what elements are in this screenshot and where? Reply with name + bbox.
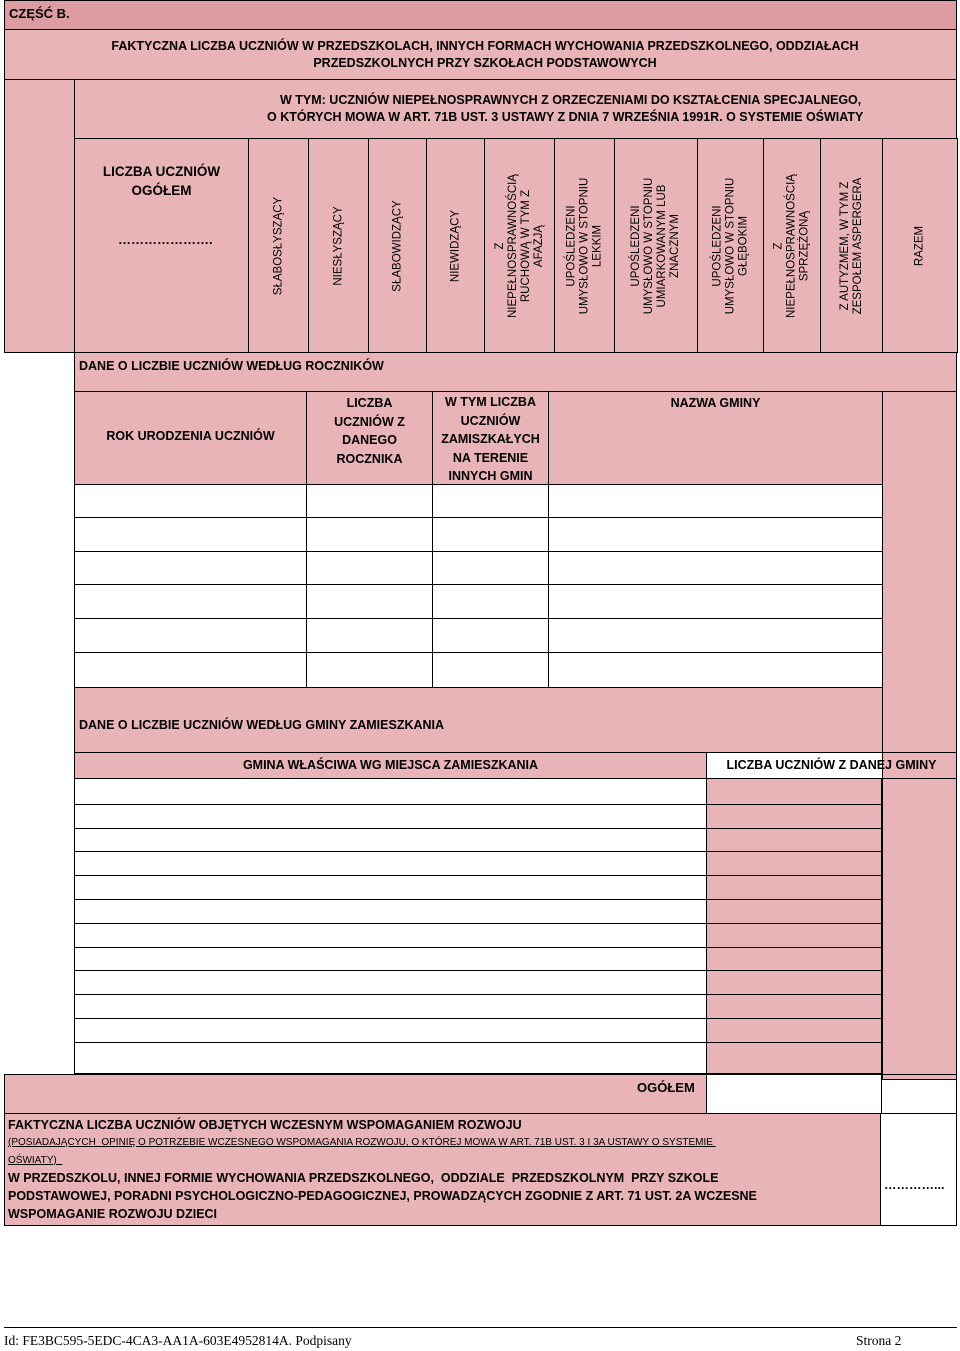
column-header-text: Z AUTYZMEM, W TYM Z ZESPOŁEM ASPERGERA xyxy=(838,177,864,314)
total-row-value xyxy=(706,1074,882,1114)
commune-section-bar xyxy=(74,687,883,753)
commune-name-header xyxy=(548,391,883,485)
year-row-divider xyxy=(74,618,883,619)
footer-id: Id: FE3BC595-5EDC-4CA3-AA1A-603E4952814A. Podpisany xyxy=(4,1333,352,1348)
birth-year-label: ROK URODZENIA UCZNIÓW xyxy=(106,429,275,443)
column-header-text: NIEWIDZĄCY xyxy=(449,209,461,282)
column-header-11 xyxy=(882,138,958,353)
column-header-text: Z NIEPEŁNOSPRAWNOŚCIĄ SPRZĘŻONĄ xyxy=(772,173,811,318)
years-right-strip xyxy=(882,391,957,1080)
section-label: CZĘŚĆ B. xyxy=(9,6,70,21)
subtitle-line-1: W TYM: UCZNIÓW NIEPEŁNOSPRAWNYCH Z ORZECZENIAMI DO KSZTAŁCENIA SPECJALNEGO, xyxy=(280,93,862,107)
commune-row-divider xyxy=(74,1042,882,1043)
year-row-divider xyxy=(74,551,883,552)
main-title: FAKTYCZNA LICZBA UCZNIÓW W PRZEDSZKOLACH, INNYCH FORMACH WYCHOWANIA PRZEDSZKOLNEGO, ODDZIAŁACH PRZEDSZKOLNYCH PRZY SZKOŁACH PODSTAWOWYCH xyxy=(111,39,859,70)
commune-row-divider xyxy=(74,851,882,852)
column-header-6 xyxy=(554,138,615,353)
commune-name-label: NAZWA GMINY xyxy=(670,396,761,410)
early-support-body-3: WSPOMAGANIE ROZWOJU DZIECI xyxy=(8,1207,218,1221)
total-row-left xyxy=(4,1074,707,1114)
count-header xyxy=(306,391,433,485)
total-header-dots: …………………. xyxy=(118,232,213,247)
column-header-1 xyxy=(248,138,309,353)
early-support-title: FAKTYCZNA LICZBA UCZNIÓW OBJĘTYCH WCZESNYM WSPOMAGANIEM ROZWOJU xyxy=(8,1118,522,1132)
commune-row-divider xyxy=(74,875,882,876)
count-header-text: LICZBA UCZNIÓW Z DANEGO ROCZNIKA xyxy=(334,396,405,466)
column-header-9 xyxy=(763,138,821,353)
section-bar xyxy=(4,0,957,30)
year-column-divider xyxy=(548,485,549,688)
years-section-title: DANE O LICZBIE UCZNIÓW WEDŁUG ROCZNIKÓW xyxy=(79,359,384,373)
column-header-2 xyxy=(308,138,369,353)
subtitle-line-2: O KTÓRYCH MOWA W ART. 71B UST. 3 USTAWY Z DNIA 7 WRZEŚNIA 1991R. O SYSTEMIE OŚWIATY xyxy=(267,110,864,124)
total-header-line-1: LICZBA UCZNIÓW xyxy=(102,164,221,179)
commune-row-divider xyxy=(74,804,882,805)
column-header-text: Z NIEPEŁNOSPRAWNOŚCIĄ RUCHOWĄ W TYM Z AFAZJĄ xyxy=(493,173,545,318)
early-support-body-1: W PRZEDSZKOLU, INNEJ FORMIE WYCHOWANIA PRZEDSZKOLNEGO, ODDZIALE PRZEDSZKOLNYM PRZY SZKOLE xyxy=(8,1171,719,1185)
footer-page-number: Strona 2 xyxy=(856,1333,902,1348)
year-row-divider xyxy=(74,584,883,585)
year-column-divider xyxy=(432,485,433,688)
column-header-text: UPOŚLEDZENI UMYSŁOWO W STOPNIU LEKKIM xyxy=(565,177,603,314)
other-communes-text: W TYM LICZBA UCZNIÓW ZAMISZKAŁYCH NA TERENIE INNYCH GMIN xyxy=(441,395,540,483)
footer-divider xyxy=(4,1327,957,1328)
column-header-text: UPOŚLEDZENI UMYSŁOWO W STOPNIU UMIARKOWANYM LUB ZNACZNYM xyxy=(630,177,681,314)
commune-header-right xyxy=(706,752,957,779)
birth-year-header xyxy=(74,391,307,485)
main-title-block xyxy=(4,29,957,80)
column-header-10 xyxy=(820,138,883,353)
column-header-text: RAZEM xyxy=(913,225,926,266)
early-support-body-2: PODSTAWOWEJ, PORADNI PSYCHOLOGICZNO-PEDAGOGICZNEJ, PROWADZĄCYCH ZGODNIE Z ART. 71 UST. 2A WCZESNE xyxy=(8,1189,757,1203)
column-header-8 xyxy=(697,138,764,353)
column-header-3 xyxy=(368,138,427,353)
column-header-7 xyxy=(614,138,698,353)
commune-row-divider xyxy=(74,1018,882,1019)
subtitle-block xyxy=(74,79,957,139)
commune-row-divider xyxy=(74,970,882,971)
commune-row-divider xyxy=(74,899,882,900)
column-header-text: NIESŁYSZĄCY xyxy=(332,205,344,286)
commune-count-label: LICZBA UCZNIÓW Z DANEJ GMINY xyxy=(726,758,937,772)
commune-row-divider xyxy=(74,994,882,995)
column-header-text: SŁABOWIDZĄCY xyxy=(391,199,403,292)
early-support-note-1: (POSIADAJĄCYCH OPINIĘ O POTRZEBIE WCZESNEGO WSPOMAGANIA ROZWOJU, O KTÓREJ MOWA W ART. 71B UST. 3 I 3A USTAWY O SYSTEMIE xyxy=(8,1137,716,1148)
column-header-text: UPOŚLEDZENI UMYSŁOWO W STOPNIU GŁĘBOKIM xyxy=(711,177,749,314)
early-support-note-2: OŚWIATY) xyxy=(8,1155,63,1166)
year-column-divider xyxy=(306,485,307,688)
commune-header-left xyxy=(74,752,707,779)
total-row-right-strip xyxy=(881,1074,957,1114)
total-header-line-2: OGÓŁEM xyxy=(131,183,192,198)
header-left-strip xyxy=(4,79,75,353)
years-section-bar xyxy=(74,352,957,392)
year-row-divider xyxy=(74,652,883,653)
commune-section-title: DANE O LICZBIE UCZNIÓW WEDŁUG GMINY ZAMIESZKANIA xyxy=(79,718,445,732)
commune-row-divider xyxy=(74,923,882,924)
column-header-4 xyxy=(426,138,485,353)
early-support-dots: …………... xyxy=(884,1178,945,1192)
total-row-label: OGÓŁEM xyxy=(637,1080,695,1095)
commune-table-left xyxy=(74,778,707,1074)
year-row-divider xyxy=(74,517,883,518)
commune-table-right xyxy=(706,778,882,1074)
other-communes-header xyxy=(432,391,549,485)
commune-row-divider xyxy=(74,947,882,948)
column-header-text: SŁABOSŁYSZĄCY xyxy=(272,196,284,295)
commune-row-divider xyxy=(74,828,882,829)
commune-header-label: GMINA WŁAŚCIWA WG MIEJSCA ZAMIESZKANIA xyxy=(242,758,539,772)
column-header-5 xyxy=(484,138,555,353)
early-support-value xyxy=(880,1113,957,1226)
